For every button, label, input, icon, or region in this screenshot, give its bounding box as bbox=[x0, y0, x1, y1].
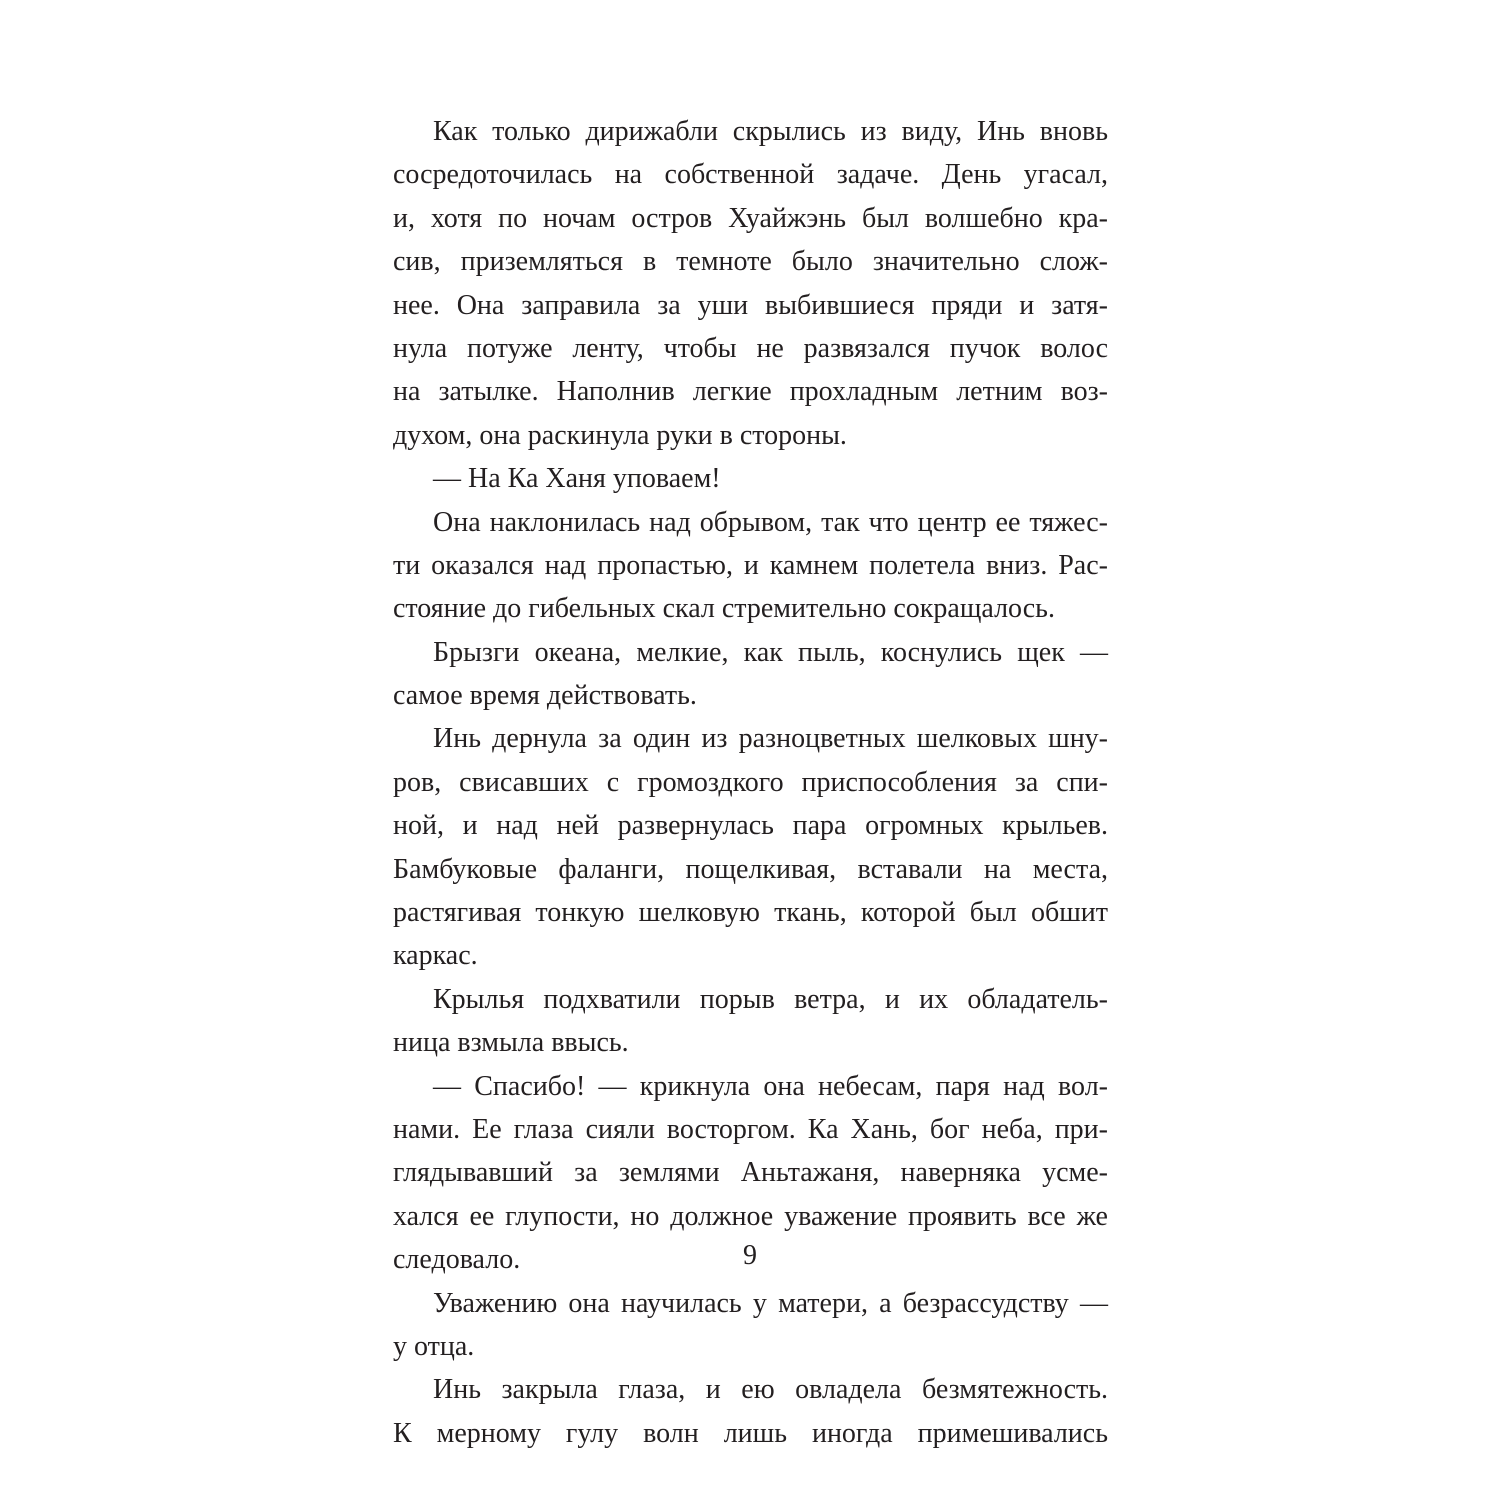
text-line: стояние до гибельных скал стремительно сокращалось. bbox=[393, 593, 1055, 625]
text-line: — Спасибо! — крикнула она небесам, паря над вол- bbox=[433, 1070, 1108, 1102]
text-line: хался ее глупости, но должное уважение проявить все же bbox=[393, 1200, 1108, 1232]
text-line: самое время действовать. bbox=[393, 680, 697, 712]
text-line: следовало. bbox=[393, 1244, 521, 1276]
text-line: каркас. bbox=[393, 940, 478, 972]
text-line: ров, свисавших с громоздкого приспособления за спи- bbox=[393, 766, 1108, 798]
text-line: — На Ка Ханя уповаем! bbox=[433, 463, 721, 495]
text-line: растягивая тонкую шелковую ткань, которой был обшит bbox=[393, 897, 1108, 929]
text-line: сосредоточилась на собственной задаче. День угасал, bbox=[393, 159, 1108, 191]
text-line: Уважению она научилась у матери, а безрассудству — bbox=[433, 1287, 1108, 1319]
text-line: Бамбуковые фаланги, пощелкивая, вставали на места, bbox=[393, 853, 1108, 885]
text-line: нее. Она заправила за уши выбившиеся пряди и затя- bbox=[393, 289, 1108, 321]
text-line: Как только дирижабли скрылись из виду, Инь вновь bbox=[433, 116, 1108, 147]
text-line: ница взмыла ввысь. bbox=[393, 1027, 629, 1059]
text-line: К мерному гулу волн лишь иногда примешивались bbox=[393, 1417, 1108, 1449]
text-line: Брызги океана, мелкие, как пыль, коснулись щек — bbox=[433, 636, 1108, 668]
text-line: ти оказался над пропастью, и камнем полетела вниз. Рас- bbox=[393, 549, 1108, 581]
text-line: Она наклонилась над обрывом, так что центр ее тяжес- bbox=[433, 506, 1108, 538]
text-line: ной, и над ней развернулась пара огромных крыльев. bbox=[393, 810, 1108, 842]
text-line: глядывавший за землями Аньтажаня, наверняка усме- bbox=[393, 1157, 1108, 1189]
text-line: Крылья подхватили порыв ветра, и их обладатель- bbox=[433, 983, 1108, 1015]
text-line: сив, приземляться в темноте было значительно слож- bbox=[393, 246, 1108, 278]
page-number: 9 bbox=[743, 1240, 757, 1271]
text-line: духом, она раскинула руки в стороны. bbox=[393, 419, 847, 451]
text-line: нами. Ее глаза сияли восторгом. Ка Хань, бог неба, при- bbox=[393, 1113, 1108, 1145]
text-line: Инь дернула за один из разноцветных шелковых шну- bbox=[433, 723, 1108, 755]
text-line: и, хотя по ночам остров Хуайжэнь был волшебно кра- bbox=[393, 202, 1108, 234]
text-line: Инь закрыла глаза, и ею овладела безмятежность. bbox=[433, 1374, 1108, 1406]
text-line: у отца. bbox=[393, 1330, 475, 1362]
text-line: нула потуже ленту, чтобы не развязался пучок волос bbox=[393, 332, 1108, 364]
text-line: на затылке. Наполнив легкие прохладным летним воз- bbox=[393, 376, 1108, 408]
